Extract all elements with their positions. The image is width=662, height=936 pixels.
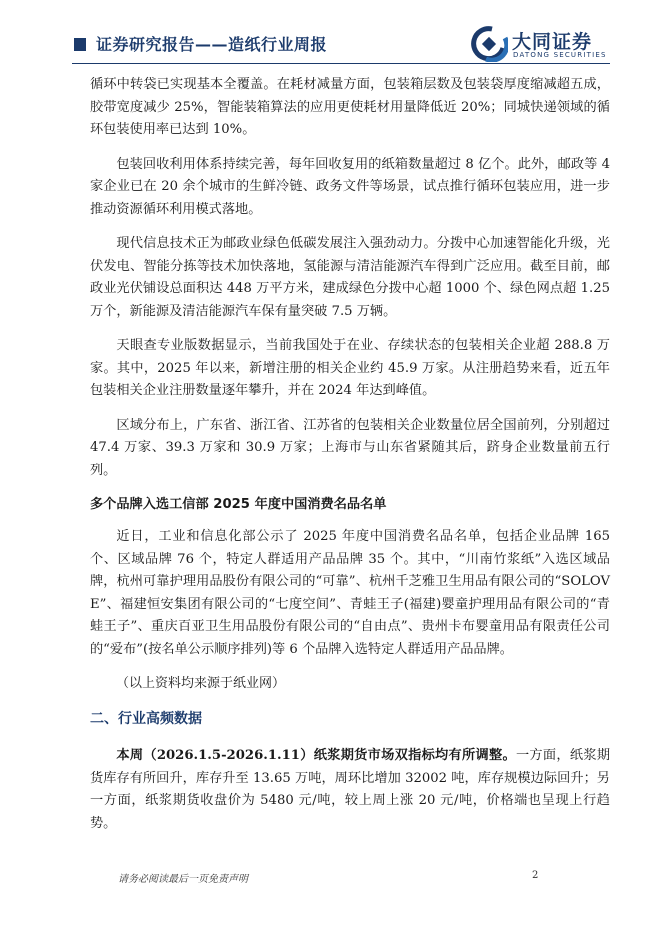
report-title: 证券研究报告——造纸行业周报 (96, 35, 328, 54)
header-marker (74, 38, 86, 51)
report-header (0, 0, 662, 64)
header-divider (72, 63, 610, 64)
datong-logo (470, 26, 610, 62)
source-note: （以上资料均来源于纸业网） (116, 676, 286, 691)
news-heading: 多个品牌入选工信部 2025 年度中国消费名品名单 (90, 497, 387, 512)
pulp-futures-lead: 本周（2026.1.5-2026.1.11）纸浆期货市场双指标均有所调整。 (116, 748, 516, 763)
report-body (90, 74, 610, 847)
paragraph-pulp-futures (90, 745, 610, 835)
section-title: 二、行业高频数据 (90, 711, 202, 727)
paragraph-packaging-reduction: 循环中转袋已实现基本全覆盖。在耗材减量方面，包装箱层数及包装袋厚度缩减超五成，胶带宽度减少 25%，智能装箱算法的应用更使耗材用量降低近 20%；同城快递领域的循环包装使用率已达到 10%。 (90, 77, 610, 137)
datong-logo-icon (470, 26, 508, 62)
pulp-futures-detail: 一方面，纸浆期货库存有所回升，库存升至 13.65 万吨，周环比增加 32002 吨，库存规模边际回升；另一方面，纸浆期货收盘价为 5480 元/吨，较上周上涨 20 元/吨，价格端也呈现上行趋势。 (90, 748, 611, 831)
paragraph-recycling-system: 包装回收利用体系持续完善，每年回收复用的纸箱数量超过 8 亿个。此外，邮政等 4 家企业已在 20 余个城市的生鲜冷链、政务文件等场景，试点推行循环包装应用，进一步推动资源循环利用模式落地。 (90, 156, 610, 217)
page-number: 2 (532, 870, 539, 881)
paragraph-green-tech: 现代信息技术正为邮政业绿色低碳发展注入强劲动力。分拨中心加速智能化升级，光伏发电、智能分拣等技术加快落地，氢能源与清洁能源汽车得到广泛应用。截至目前，邮政业光伏铺设总面积达 448 万平方米，建成绿色分拨中心超 1000 个、绿色网点超 1.25 万个，新能源及清洁能源汽车保有量突破 7.5 万辆。 (90, 236, 610, 319)
paragraph-regional-distribution: 区域分布上，广东省、浙江省、江苏省的包装相关企业数量位居全国前列，分别超过 47.4 万家、39.3 万家和 30.9 万家；上海市与山东省紧随其后，跻身企业数量前五行列。 (90, 417, 610, 478)
paragraph-consumer-brands: 近日，工业和信息化部公示了 2025 年度中国消费名品名单，包括企业品牌 165 个、区域品牌 76 个，特定人群适用产品品牌 35 个。其中，“川南竹浆纸”入选区域品牌，杭州可靠护理用品股份有限公司的“可靠”、杭州千芝雅卫生用品有限公司的“SOLOVE”、福建恒安集团有限公司的“七度空间”、青蛙王子(福建)婴童护理用品有限公司的“青蛙王子”、重庆百亚卫生用品股份有限公司的“自由点”、贵州卡布婴童用品有限责任公司的“爱布”(按名单公示顺序排列)等 6 个品牌入选特定人群适用产品品牌。 (90, 529, 610, 657)
paragraph-enterprise-data: 天眼查专业版数据显示，当前我国处于在业、存续状态的包装相关企业超 288.8 万家。其中，2025 年以来，新增注册的相关企业约 45.9 万家。从注册趋势来看，近五年包装相关企业注册数量逐年攀升，并在 2024 年达到峰值。 (90, 338, 610, 398)
logo-text-en: DATONG SECURITIES (513, 51, 607, 59)
logo-text-cn: 大同证券 (512, 31, 593, 53)
disclaimer-note: 请务必阅读最后一页免责声明 (118, 874, 248, 885)
